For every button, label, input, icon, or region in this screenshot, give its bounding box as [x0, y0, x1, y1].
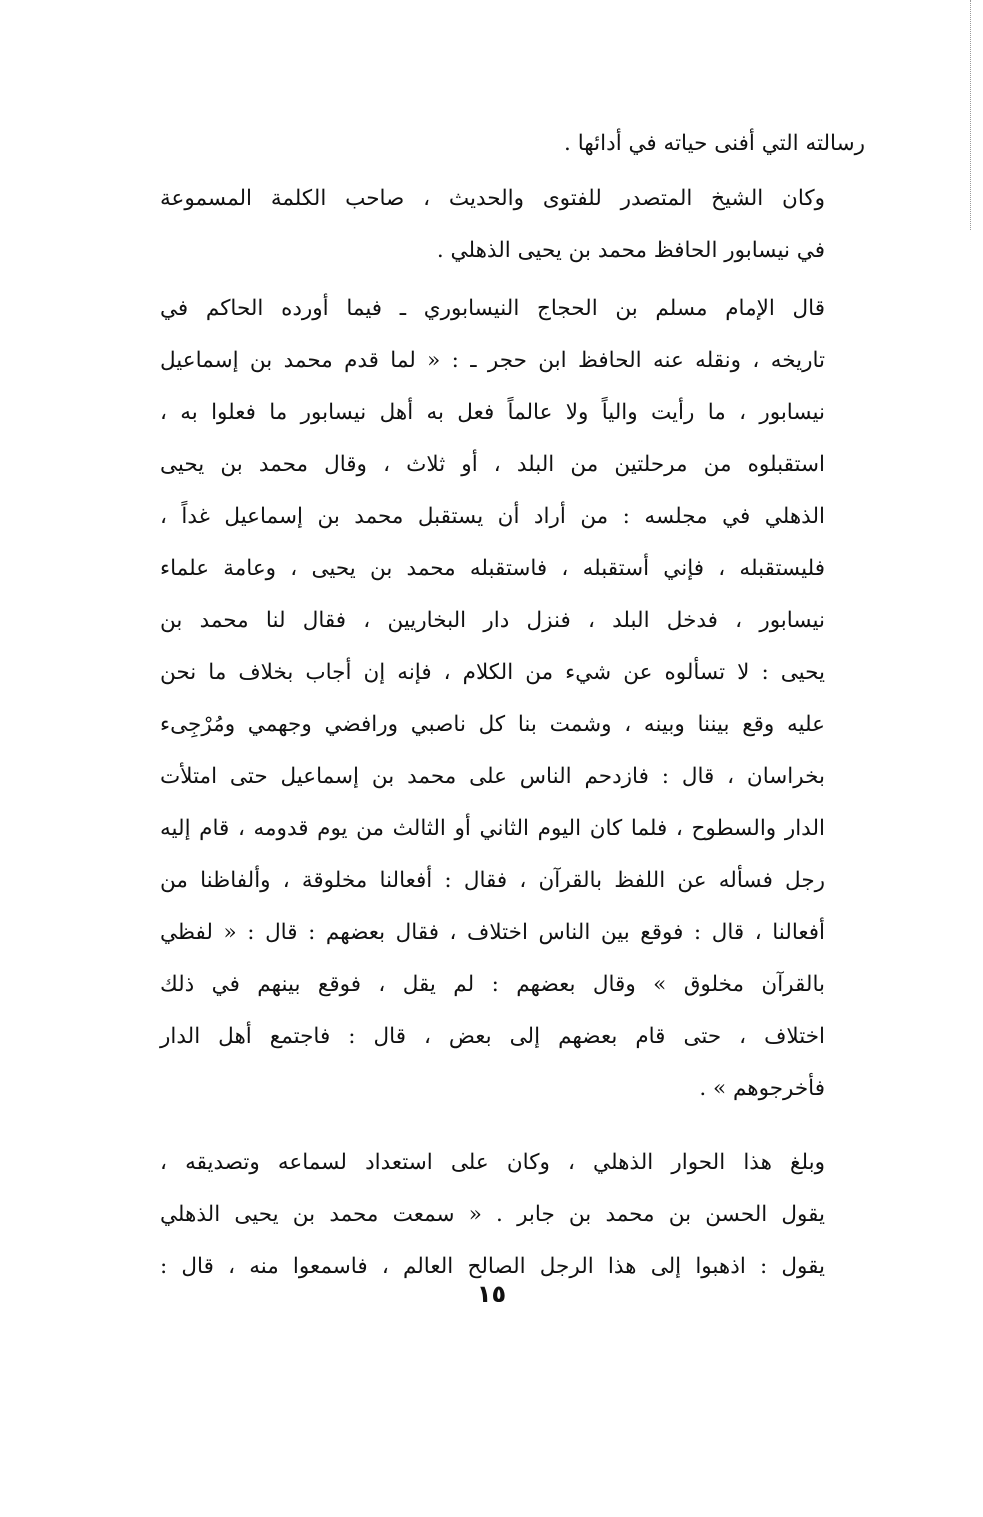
text-line: فليستقبله ، فإني أستقبله ، فاستقبله محمد بن يحيى ، وعامة علماء [160, 556, 825, 581]
text-line: فأخرجوهم » . [699, 1076, 825, 1101]
paragraph-1 [160, 118, 865, 170]
text-line: أفعالنا ، قال : فوقع بين الناس اختلاف ، فقال بعضهم : قال : « لفظي [160, 920, 825, 945]
text-line: بخراسان ، قال : فازدحم الناس على محمد بن إسماعيل حتى امتلأت [160, 764, 825, 789]
text-line: عليه وقع بيننا وبينه ، وشمت بنا كل ناصبي ورافضي وجهمي ومُرْجِىء [160, 712, 825, 737]
text-line: بالقرآن مخلوق » وقال بعضهم : لم يقل ، فوقع بينهم في ذلك [160, 972, 825, 997]
text-line: وبلغ هذا الحوار الذهلي ، وكان على استعداد لسماعه وتصديقه ، [160, 1150, 825, 1175]
text-line: اختلاف ، حتى قام بعضهم إلى بعض ، قال : فاجتمع أهل الدار [160, 1024, 825, 1049]
text-line: وكان الشيخ المتصدر للفتوى والحديث ، صاحب الكلمة المسموعة [160, 186, 825, 211]
text-line: في نيسابور الحافظ محمد بن يحيى الذهلي . [436, 238, 825, 263]
text-line: نيسابور ، فدخل البلد ، فنزل دار البخاريين ، فقال لنا محمد بن [160, 608, 825, 633]
page-edge-dotted-line [970, 0, 971, 230]
paragraph-4 [160, 1137, 865, 1293]
text-line: الذهلي في مجلسه : من أراد أن يستقبل محمد بن إسماعيل غداً ، [160, 504, 825, 529]
text-line: يقول : اذهبوا إلى هذا الرجل الصالح العالم ، فاسمعوا منه ، قال : [160, 1254, 825, 1279]
text-line: رسالته التي أفنى حياته في أدائها . [564, 131, 865, 156]
text-line: رجل فسأله عن اللفظ بالقرآن ، فقال : أفعالنا مخلوقة ، وألفاظنا من [160, 868, 825, 893]
text-line: الدار والسطوح ، فلما كان اليوم الثاني أو الثالث من يوم قدومه ، قام إليه [160, 816, 825, 841]
text-line: تاريخه ، ونقله عنه الحافظ ابن حجر ـ : « لما قدم محمد بن إسماعيل [160, 348, 825, 373]
paragraph-3 [160, 283, 865, 1115]
text-line: قال الإمام مسلم بن الحجاج النيسابوري ـ فيما أورده الحاكم في [160, 296, 825, 321]
paragraph-2 [160, 173, 865, 277]
text-line: استقبلوه من مرحلتين من البلد ، أو ثلاث ، وقال محمد بن يحيى [160, 452, 825, 477]
text-line: يحيى : لا تسألوه عن شيء من الكلام ، فإنه إن أجاب بخلاف ما نحن [160, 660, 825, 685]
text-line: نيسابور ، ما رأيت والياً ولا عالماً فعل به أهل نيسابور ما فعلوا به ، [160, 400, 825, 425]
page-number: ١٥ [476, 1280, 507, 1308]
page-body [160, 118, 865, 1293]
text-line: يقول الحسن بن محمد بن جابر . « سمعت محمد بن يحيى الذهلي [160, 1202, 825, 1227]
